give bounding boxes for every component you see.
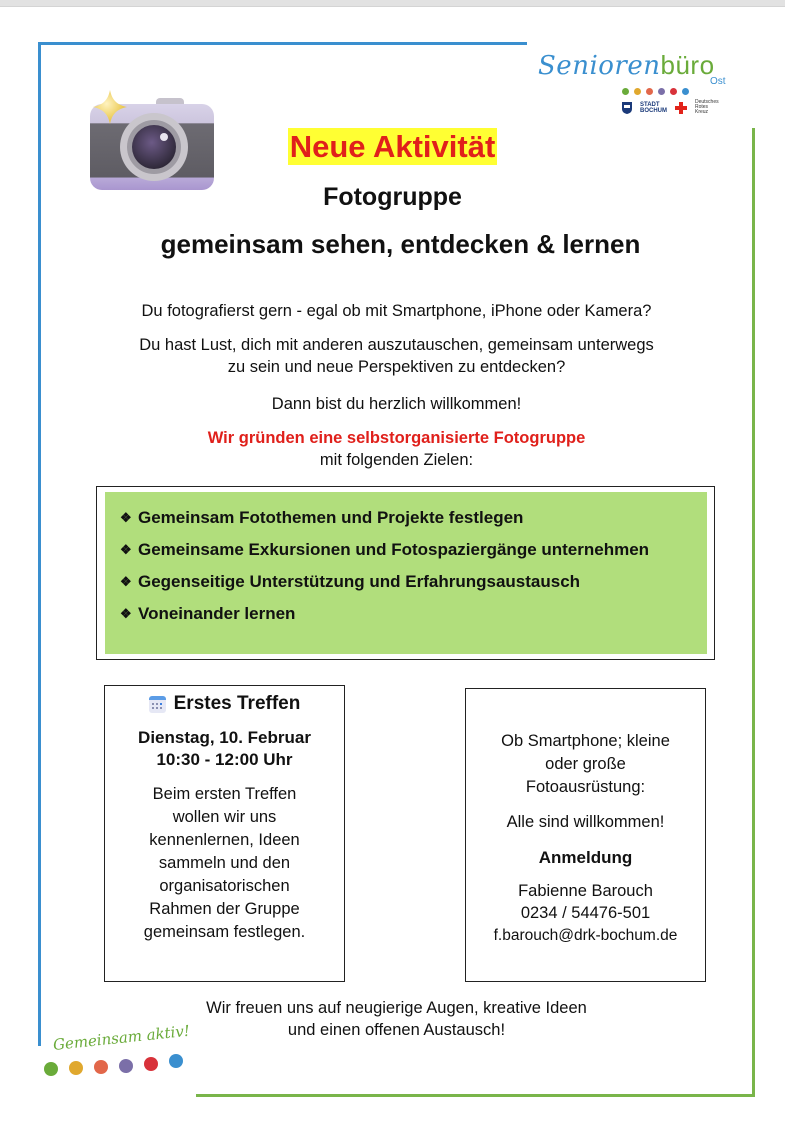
- intro-paragraph-2: [0, 334, 785, 378]
- closing-line-2: und einen offenen Austausch!: [287, 1021, 506, 1039]
- first-meeting-title: Erstes Treffen: [173, 693, 301, 714]
- goal-item: [120, 571, 649, 603]
- closing-line-1: Wir freuen uns auf neugierige Augen, kreative Ideen: [206, 999, 587, 1017]
- meeting-description: [105, 783, 344, 944]
- bochum-label: BOCHUM: [640, 107, 667, 114]
- first-meeting-box: [104, 685, 345, 982]
- contact-info: [466, 880, 705, 924]
- diamond-bullet-icon: ❖: [120, 542, 132, 557]
- dot-green-icon: [622, 88, 629, 95]
- viewer-top-band: [0, 0, 785, 7]
- dot-purple-icon: [119, 1059, 133, 1073]
- contact-phone: 0234 / 54476-501: [520, 904, 651, 922]
- registration-heading: Anmeldung: [538, 848, 633, 867]
- dot-yellow-icon: [69, 1061, 83, 1075]
- stadt-bochum-label: [640, 102, 667, 114]
- diamond-bullet-icon: ❖: [120, 510, 132, 525]
- intro-welcome: Dann bist du herzlich willkommen!: [271, 395, 522, 413]
- logo-dots: [622, 88, 689, 95]
- red-cross-icon: [675, 102, 687, 114]
- equipment-note-line: Fotoausrüstung:: [525, 778, 646, 796]
- intro-paragraph-2-line-1: Du hast Lust, dich mit anderen auszutauschen, gemeinsam unterwegs: [139, 336, 654, 354]
- partner-logos: [622, 100, 719, 115]
- gemeinsam-aktiv-slogan: Gemeinsam aktiv!: [52, 1021, 191, 1054]
- seniorenbuero-logo: [538, 50, 743, 122]
- equipment-note-line: Ob Smartphone; kleine: [501, 732, 670, 750]
- goal-text: Gemeinsame Exkursionen und Fotospaziergänge unternehmen: [138, 540, 650, 559]
- stadt-bochum-crest-icon: [622, 102, 632, 114]
- drk-line-2: Rotes: [695, 104, 709, 110]
- meeting-description-line: sammeln und den: [158, 854, 291, 872]
- page-subtitle: gemeinsam sehen, entdecken & lernen: [160, 229, 641, 259]
- goal-text: Gemeinsam Fotothemen und Projekte festlegen: [138, 508, 524, 527]
- drk-line-1: Deutsches: [695, 99, 719, 105]
- equipment-note: [466, 730, 705, 799]
- goal-item: [120, 507, 649, 539]
- meeting-datetime: [105, 727, 344, 771]
- dot-purple-icon: [658, 88, 665, 95]
- first-meeting-heading: [105, 693, 344, 715]
- goal-text: Voneinander lernen: [138, 604, 296, 623]
- frame-line-green-bottom: [196, 1094, 755, 1097]
- dot-blue-icon: [682, 88, 689, 95]
- diamond-bullet-icon: ❖: [120, 574, 132, 589]
- goals-list: [120, 507, 649, 635]
- dot-green-icon: [44, 1062, 58, 1076]
- dot-blue-icon: [169, 1054, 183, 1068]
- welcome-note: Alle sind willkommen!: [506, 813, 665, 831]
- meeting-description-line: Rahmen der Gruppe: [149, 900, 300, 918]
- dot-orange-icon: [94, 1060, 108, 1074]
- logo-wordmark: [538, 50, 715, 81]
- logo-suffix: Ost: [710, 76, 726, 87]
- goal-text: Gegenseitige Unterstützung und Erfahrungsaustausch: [138, 572, 581, 591]
- meeting-description-line: wollen wir uns: [172, 808, 277, 826]
- intro-founding-statement: Wir gründen eine selbstorganisierte Fotogruppe: [207, 429, 586, 447]
- diamond-bullet-icon: ❖: [120, 606, 132, 621]
- meeting-description-line: organisatorischen: [159, 877, 290, 895]
- drk-label: [695, 100, 719, 115]
- dot-red-icon: [670, 88, 677, 95]
- dot-red-icon: [144, 1057, 158, 1071]
- new-activity-badge-row: [0, 128, 785, 166]
- meeting-description-line: kennenlernen, Ideen: [149, 831, 300, 849]
- dot-yellow-icon: [634, 88, 641, 95]
- frame-line-green-right: [752, 128, 755, 1097]
- gemeinsam-aktiv-dots: [44, 1062, 183, 1076]
- intro-goals-lead: mit folgenden Zielen:: [319, 451, 474, 469]
- frame-line-blue-top: [38, 42, 527, 45]
- meeting-time: 10:30 - 12:00 Uhr: [156, 750, 293, 769]
- intro-paragraph-1: Du fotografierst gern - egal ob mit Smartphone, iPhone oder Kamera?: [141, 302, 652, 320]
- goal-item: [120, 539, 649, 571]
- goals-box: [96, 486, 715, 660]
- contact-name: Fabienne Barouch: [518, 882, 653, 900]
- logo-wordmark-part2: büro: [660, 50, 715, 80]
- logo-wordmark-part1: Senioren: [538, 51, 661, 81]
- stadt-label: STADT: [640, 101, 660, 108]
- drk-line-3: Kreuz: [695, 109, 709, 115]
- goal-item: [120, 603, 649, 635]
- contact-email[interactable]: f.barouch@drk-bochum.de: [493, 927, 678, 944]
- meeting-description-line: gemeinsam festlegen.: [143, 923, 306, 941]
- meeting-date: Dienstag, 10. Februar: [138, 728, 311, 747]
- intro-paragraph-2-line-2: zu sein und neue Perspektiven zu entdecken?: [227, 358, 566, 376]
- new-activity-badge: Neue Aktivität: [289, 129, 496, 164]
- calendar-icon: [149, 696, 166, 713]
- equipment-note-line: oder große: [545, 755, 626, 773]
- page-title: Fotogruppe: [323, 183, 462, 211]
- registration-box: [465, 688, 706, 982]
- meeting-description-line: Beim ersten Treffen: [152, 785, 297, 803]
- dot-orange-icon: [646, 88, 653, 95]
